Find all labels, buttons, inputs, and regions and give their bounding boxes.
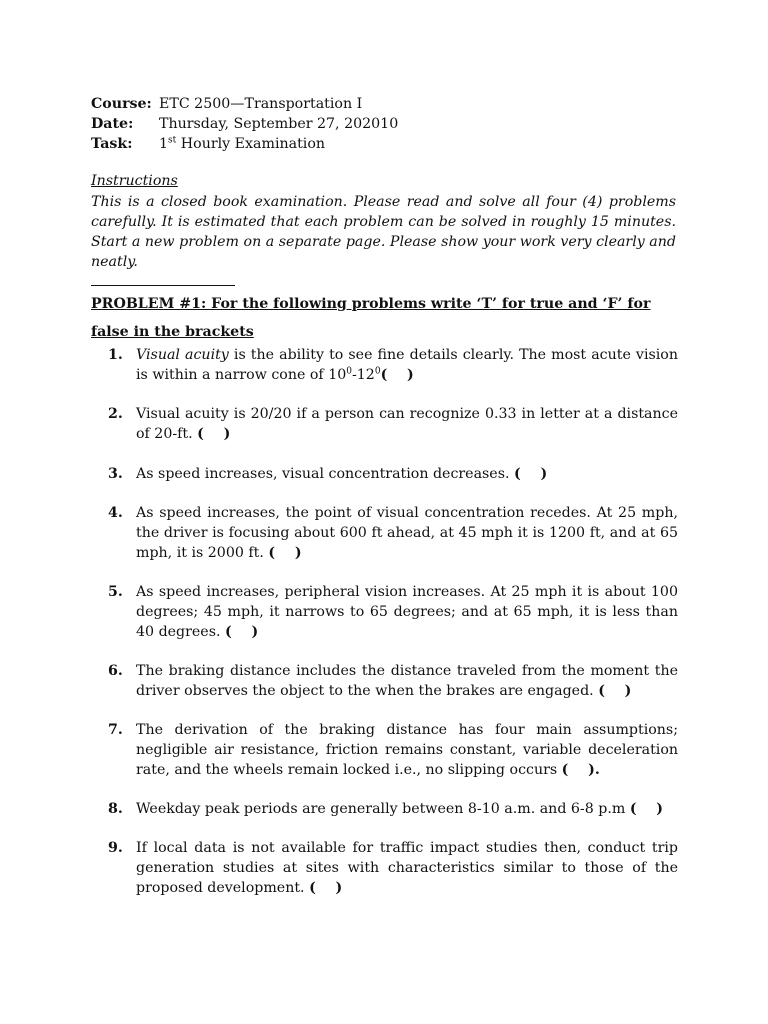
question-body-mid: -12 xyxy=(351,367,375,383)
answer-bracket[interactable]: ( ) xyxy=(380,367,414,383)
question-text xyxy=(136,503,678,563)
question-text xyxy=(136,661,678,701)
divider-line xyxy=(91,285,235,286)
question-text xyxy=(136,464,678,484)
answer-bracket[interactable]: ( ) xyxy=(268,545,302,561)
question-body: As speed increases, peripheral vision increases. At 25 mph it is about 100 degrees; 45 mph, it narrows to 65 degrees; and at 65 mph, it is less than 40 degrees. xyxy=(136,584,678,640)
answer-bracket[interactable]: ( ) xyxy=(514,466,548,482)
question-item xyxy=(108,345,678,385)
question-number: 7. xyxy=(108,722,123,738)
exam-header xyxy=(91,94,398,154)
question-item xyxy=(108,503,678,563)
question-text xyxy=(136,404,678,444)
question-body: is the ability to see fine details clearly. The most acute vision is within a narrow cone of 10 xyxy=(136,347,678,383)
question-item xyxy=(108,582,678,642)
question-text xyxy=(136,838,678,898)
question-number: 3. xyxy=(108,466,123,482)
course-label: Course: xyxy=(91,96,152,112)
question-text xyxy=(136,582,678,642)
question-number: 1. xyxy=(108,347,123,363)
question-item xyxy=(108,661,678,701)
date-row xyxy=(91,114,398,134)
task-label: Task: xyxy=(91,136,133,152)
question-item xyxy=(108,838,678,898)
answer-bracket[interactable]: ( ) xyxy=(629,801,664,817)
question-text xyxy=(136,345,678,385)
term-visual-acuity: Visual acuity xyxy=(136,347,229,363)
task-row xyxy=(91,134,398,154)
question-number: 8. xyxy=(108,801,123,817)
question-body: The derivation of the braking distance has four main assumptions; negligible air resistance, friction remains constant, variable deceleration rate, and the wheels remain locked i.e., no slipping occurs xyxy=(136,722,678,778)
problem-heading: PROBLEM #1: For the following problems write ‘T’ for true and ‘F’ for false in the brackets xyxy=(91,296,651,340)
question-body: If local data is not available for traffic impact studies then, conduct trip generation studies at sites with characteristics similar to those of the proposed development. xyxy=(136,840,678,896)
question-number: 4. xyxy=(108,505,123,521)
task-value xyxy=(159,134,325,154)
question-number: 6. xyxy=(108,663,123,679)
degree-sup: 0 xyxy=(346,366,352,377)
question-item xyxy=(108,799,678,819)
instructions-title: Instructions xyxy=(91,173,178,189)
answer-bracket[interactable]: ( ) xyxy=(309,880,343,896)
date-label: Date: xyxy=(91,116,134,132)
degree-sup: 0 xyxy=(374,366,381,377)
question-number: 2. xyxy=(108,406,123,422)
question-body: As speed increases, visual concentration decreases. xyxy=(136,466,515,482)
question-body: Visual acuity is 20/20 if a person can recognize 0.33 in letter at a distance of 20-ft. xyxy=(136,406,678,442)
task-number: 1 xyxy=(159,136,169,152)
question-text xyxy=(136,720,678,780)
date-value: Thursday, September 27, 202010 xyxy=(159,116,399,132)
task-rest: Hourly Examination xyxy=(176,136,326,152)
answer-bracket[interactable]: ( ). xyxy=(561,762,600,778)
question-number: 9. xyxy=(108,840,123,856)
course-row xyxy=(91,94,398,114)
course-value: ETC 2500—Transportation I xyxy=(159,96,363,112)
question-item xyxy=(108,404,678,444)
question-item xyxy=(108,720,678,780)
question-text xyxy=(136,799,678,819)
instructions-body: This is a closed book examination. Please read and solve all four (4) problems carefully. It is estimated that each problem can be solved in roughly 15 minutes. Start a new problem on a separate page. Please show your work very clearly and neatly. xyxy=(91,194,676,270)
question-number: 5. xyxy=(108,584,123,600)
question-body: Weekday peak periods are generally between 8-10 a.m. and 6-8 p.m xyxy=(136,801,630,817)
answer-bracket[interactable]: ( ) xyxy=(197,426,231,442)
question-item xyxy=(108,464,678,484)
answer-bracket[interactable]: ( ) xyxy=(225,624,259,640)
question-body: As speed increases, the point of visual concentration recedes. At 25 mph, the driver is focusing about 600 ft ahead, at 45 mph it is 1200 ft, and at 65 mph, it is 2000 ft. xyxy=(136,505,678,561)
task-ordinal: st xyxy=(168,135,177,146)
question-body: The braking distance includes the distance traveled from the moment the driver observes the object to the when the brakes are engaged. xyxy=(136,663,678,699)
answer-bracket[interactable]: ( ) xyxy=(598,683,632,699)
